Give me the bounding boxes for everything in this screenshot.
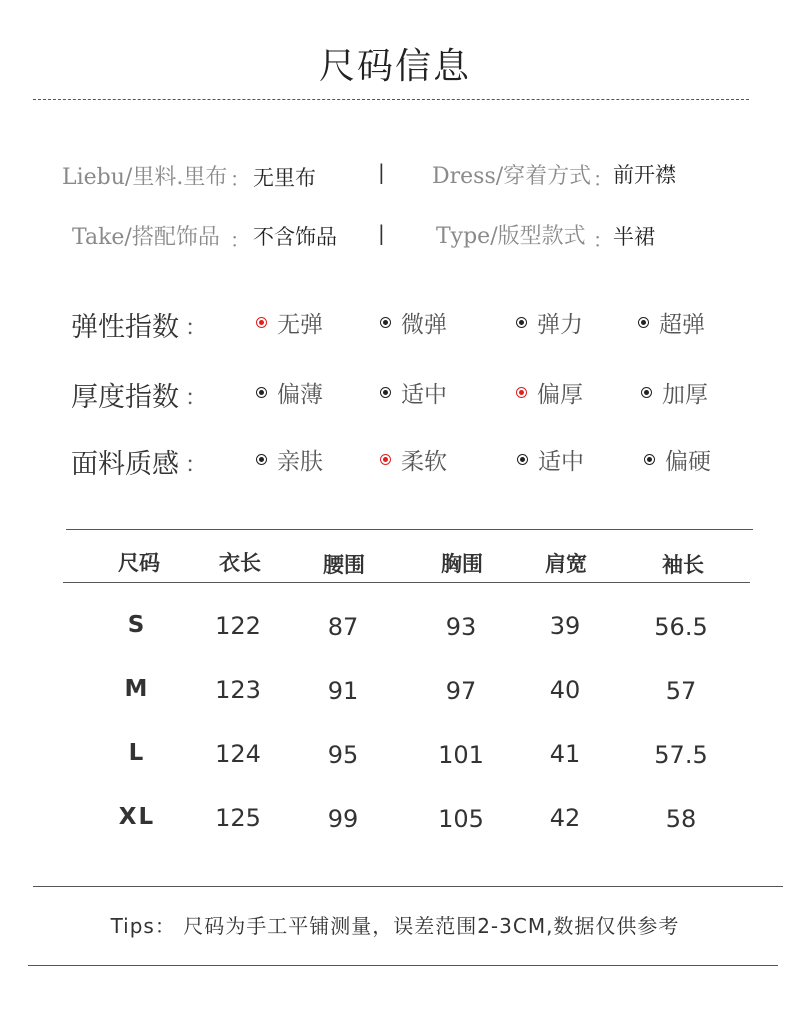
table-header-rule xyxy=(63,582,750,583)
table-header-size: 尺码 xyxy=(118,550,160,575)
option-thickness-1 xyxy=(380,376,447,409)
rating-label-elasticity: 弹性指数 xyxy=(71,312,179,343)
attr-separator: | xyxy=(378,221,385,245)
option-thickness-3 xyxy=(641,376,708,409)
option-label: 无弹 xyxy=(277,312,323,338)
tips-text: Tips： 尺码为手工平铺测量，误差范围2-3CM,数据仅供参考 xyxy=(110,914,680,938)
attr-label-type: Type/版型款式 xyxy=(436,224,586,249)
radio-icon xyxy=(380,387,391,398)
table-header-bust: 胸围 xyxy=(441,551,483,576)
radio-icon xyxy=(380,317,391,328)
attr-value-take: 不含饰品 xyxy=(253,225,337,249)
option-texture-0 xyxy=(256,443,323,476)
table-cell: 42 xyxy=(549,804,581,832)
option-texture-1 xyxy=(380,443,447,476)
radio-icon xyxy=(644,454,655,465)
radio-icon xyxy=(516,317,527,328)
option-label: 亲肤 xyxy=(277,449,323,475)
table-cell: 93 xyxy=(445,613,477,641)
attr-label-dress: Dress/穿着方式 xyxy=(432,164,592,189)
radio-icon xyxy=(256,454,267,465)
title-divider xyxy=(33,99,749,100)
attr-colon: ： xyxy=(230,228,250,252)
option-label: 适中 xyxy=(401,382,447,408)
table-cell: 101 xyxy=(438,741,484,769)
option-elasticity-0 xyxy=(256,306,323,339)
radio-icon xyxy=(256,317,267,328)
table-cell: 122 xyxy=(215,612,261,640)
table-header-waist: 腰围 xyxy=(323,552,365,577)
tips-top-rule xyxy=(33,886,783,887)
table-cell: 105 xyxy=(438,805,484,833)
table-cell: 125 xyxy=(215,804,261,832)
option-label: 柔软 xyxy=(401,449,447,475)
radio-icon xyxy=(638,317,649,328)
table-cell: 99 xyxy=(327,805,359,833)
rating-colon: ： xyxy=(185,316,208,341)
attr-value-lining: 无里布 xyxy=(253,166,316,190)
table-cell-size: S xyxy=(127,612,147,638)
option-label: 偏硬 xyxy=(665,449,711,475)
attr-label-take: Take/搭配饰品 xyxy=(72,225,220,250)
rating-label-texture: 面料质感 xyxy=(71,449,179,480)
attr-colon: ： xyxy=(230,167,250,191)
attr-value-dress: 前开襟 xyxy=(613,163,676,187)
rating-label-thickness: 厚度指数 xyxy=(71,382,179,413)
option-elasticity-1 xyxy=(380,306,447,339)
attr-separator: | xyxy=(378,160,385,184)
option-label: 偏薄 xyxy=(277,382,323,408)
radio-icon xyxy=(380,454,391,465)
table-cell-size: L xyxy=(128,740,146,766)
table-cell: 41 xyxy=(549,740,581,768)
table-top-rule xyxy=(66,529,753,530)
table-cell: 39 xyxy=(549,612,581,640)
table-header-sleeve: 袖长 xyxy=(662,552,704,577)
option-texture-2 xyxy=(517,443,584,476)
option-elasticity-3 xyxy=(638,306,705,339)
table-cell: 91 xyxy=(327,677,359,705)
radio-icon xyxy=(641,387,652,398)
table-cell: 124 xyxy=(215,740,261,768)
option-texture-3 xyxy=(644,443,711,476)
attr-colon: ： xyxy=(593,228,613,252)
option-label: 加厚 xyxy=(662,382,708,408)
table-cell: 95 xyxy=(327,741,359,769)
table-cell: 56.5 xyxy=(654,613,708,641)
page-title: 尺码信息 xyxy=(318,46,471,87)
option-label: 弹力 xyxy=(537,312,583,338)
option-label: 微弹 xyxy=(401,312,447,338)
rating-colon: ： xyxy=(185,453,208,478)
attr-value-type: 半裙 xyxy=(613,225,655,249)
radio-icon xyxy=(516,387,527,398)
radio-icon xyxy=(517,454,528,465)
attr-colon: ： xyxy=(593,167,613,191)
table-header-shoulder: 肩宽 xyxy=(545,551,587,576)
table-cell: 87 xyxy=(327,613,359,641)
table-cell: 97 xyxy=(445,677,477,705)
table-cell: 123 xyxy=(215,676,261,704)
table-header-length: 衣长 xyxy=(219,550,261,575)
table-cell: 58 xyxy=(665,805,697,833)
table-cell: 40 xyxy=(549,676,581,704)
option-label: 超弹 xyxy=(659,312,705,338)
option-elasticity-2 xyxy=(516,306,583,339)
rating-colon: ： xyxy=(185,386,208,411)
option-label: 适中 xyxy=(538,449,584,475)
table-cell-size: XL xyxy=(118,804,156,830)
attr-label-lining: Liebu/里料.里布 xyxy=(62,165,228,190)
table-cell-size: M xyxy=(124,676,150,702)
tips-bottom-rule xyxy=(28,965,778,966)
option-thickness-0 xyxy=(256,376,323,409)
radio-icon xyxy=(256,387,267,398)
table-cell: 57 xyxy=(665,677,697,705)
table-cell: 57.5 xyxy=(654,741,708,769)
option-thickness-2 xyxy=(516,376,583,409)
option-label: 偏厚 xyxy=(537,382,583,408)
